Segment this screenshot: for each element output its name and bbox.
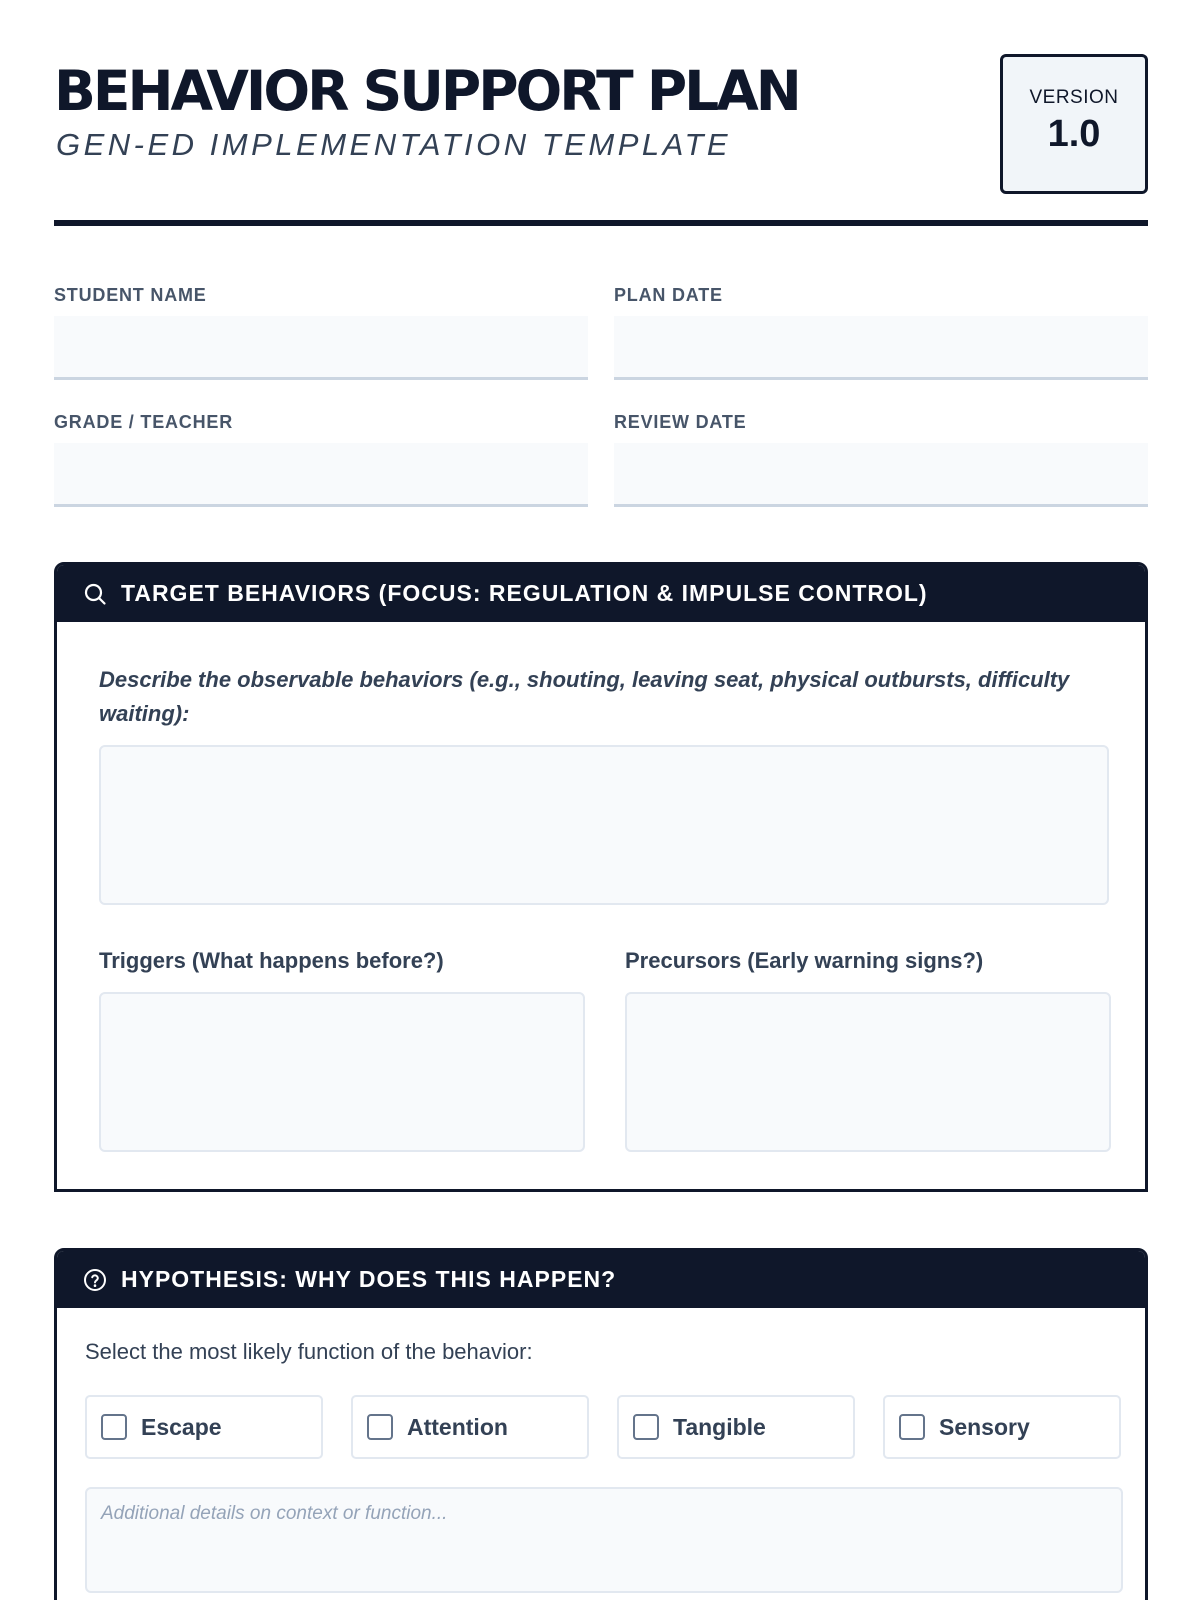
review-date-input[interactable] [614,443,1148,507]
page-subtitle: GEN-ED IMPLEMENTATION TEMPLATE [56,127,732,162]
search-icon [83,582,107,606]
version-value: 1.0 [1047,113,1101,155]
grade-teacher-input[interactable] [54,443,588,507]
triggers-label: Triggers (What happens before?) [99,948,444,973]
grade-teacher-field [54,410,588,507]
function-prompt: Select the most likely function of the behavior: [85,1339,533,1364]
precursors-label: Precursors (Early warning signs?) [625,948,984,973]
review-date-field [614,410,1148,507]
option-label: Sensory [939,1413,1030,1440]
plan-date-label: PLAN DATE [614,285,723,305]
plan-date-input[interactable] [614,316,1148,380]
checkbox[interactable] [101,1414,127,1440]
option-tangible[interactable] [617,1395,855,1459]
section-header [57,565,1145,622]
grade-teacher-label: GRADE / TEACHER [54,412,234,432]
option-sensory[interactable] [883,1395,1121,1459]
hypothesis-section [54,1248,1148,1600]
target-behaviors-section [54,562,1148,1192]
section-title: HYPOTHESIS: WHY DOES THIS HAPPEN? [121,1266,617,1292]
page-title: BEHAVIOR SUPPORT PLAN [54,59,799,123]
student-name-label: STUDENT NAME [54,285,207,305]
behavior-description-prompt: Describe the observable behaviors (e.g., shouting, leaving seat, physical outbursts, difficulty waiting): [99,667,1070,726]
checkbox[interactable] [899,1414,925,1440]
precursors-textarea[interactable] [625,992,1111,1152]
review-date-label: REVIEW DATE [614,412,747,432]
behavior-description-textarea[interactable] [99,745,1109,905]
student-name-field [54,283,588,380]
version-label: VERSION [1029,87,1119,108]
section-header [57,1251,1145,1308]
student-name-input[interactable] [54,316,588,380]
option-label: Attention [407,1413,508,1440]
function-options [85,1395,1123,1459]
plan-date-field [614,283,1148,380]
option-escape[interactable] [85,1395,323,1459]
version-badge [1000,54,1148,194]
document-header [54,53,1148,228]
checkbox[interactable] [633,1414,659,1440]
question-circle-icon [83,1268,107,1292]
triggers-textarea[interactable] [99,992,585,1152]
header-divider [54,220,1148,226]
section-title: TARGET BEHAVIORS (FOCUS: REGULATION & IMPULSE CONTROL) [121,580,928,606]
function-details-textarea[interactable] [85,1487,1123,1593]
option-attention[interactable] [351,1395,589,1459]
option-label: Escape [141,1413,222,1440]
checkbox[interactable] [367,1414,393,1440]
option-label: Tangible [673,1413,766,1440]
